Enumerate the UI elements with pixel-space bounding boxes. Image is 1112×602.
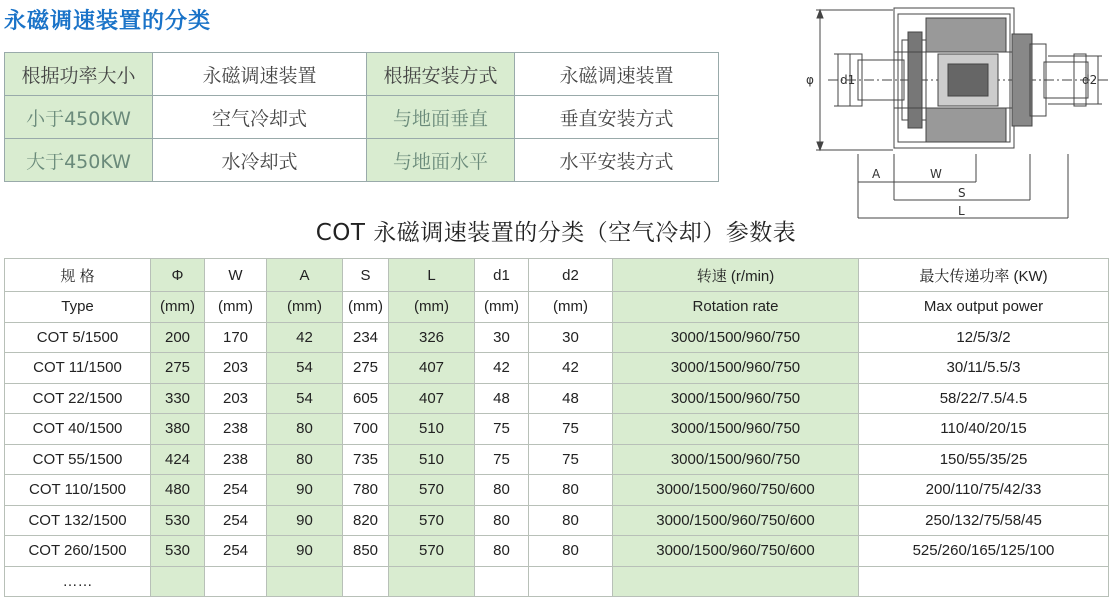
classification-cell: 水冷却式 <box>153 139 367 182</box>
table-cell: 90 <box>267 505 343 536</box>
table-cell: 735 <box>343 444 389 475</box>
table-cell: COT 22/1500 <box>5 383 151 414</box>
table-cell: 570 <box>389 536 475 567</box>
diagram-label-s: S <box>958 186 966 200</box>
table-cell: 570 <box>389 475 475 506</box>
table-cell: 90 <box>267 536 343 567</box>
table-cell: 407 <box>389 383 475 414</box>
table-cell: 80 <box>529 536 613 567</box>
table-cell: 3000/1500/960/750 <box>613 353 859 384</box>
classification-table <box>4 52 719 182</box>
header-cell: 规 格 <box>5 259 151 292</box>
table-cell: 80 <box>475 505 529 536</box>
table-cell <box>529 566 613 597</box>
table-cell: 150/55/35/25 <box>859 444 1109 475</box>
table-cell: 200/110/75/42/33 <box>859 475 1109 506</box>
table-cell: 75 <box>529 414 613 445</box>
table-cell: 3000/1500/960/750 <box>613 444 859 475</box>
table-cell: 3000/1500/960/750 <box>613 383 859 414</box>
table-cell <box>267 566 343 597</box>
parameter-table <box>4 258 1109 597</box>
table-cell: COT 110/1500 <box>5 475 151 506</box>
header-cell: d2 <box>529 259 613 292</box>
classification-cell: 空气冷却式 <box>153 96 367 139</box>
table-cell: 480 <box>151 475 205 506</box>
header-cell: Φ <box>151 259 205 292</box>
page-title: 永磁调速装置的分类 <box>4 9 212 34</box>
table-cell: 3000/1500/960/750/600 <box>613 505 859 536</box>
table-row <box>5 444 1109 475</box>
table-cell: …… <box>5 566 151 597</box>
table-cell: 90 <box>267 475 343 506</box>
table-cell: 510 <box>389 414 475 445</box>
classification-cell: 小于450KW <box>5 96 153 139</box>
header-cell: S <box>343 259 389 292</box>
table-cell: 3000/1500/960/750 <box>613 322 859 353</box>
table-cell: 12/5/3/2 <box>859 322 1109 353</box>
table-cell: COT 11/1500 <box>5 353 151 384</box>
header-cell: (mm) <box>529 292 613 323</box>
header-cell: 最大传递功率 (KW) <box>859 259 1109 292</box>
table-cell: 80 <box>529 475 613 506</box>
classification-cell: 永磁调速装置 <box>153 53 367 96</box>
table-cell: 48 <box>475 383 529 414</box>
table-cell: 275 <box>343 353 389 384</box>
header-row <box>5 259 1109 292</box>
table-cell: 780 <box>343 475 389 506</box>
table-cell <box>613 566 859 597</box>
table-cell <box>389 566 475 597</box>
table-cell: 42 <box>475 353 529 384</box>
table-cell: 254 <box>205 505 267 536</box>
table-cell: COT 5/1500 <box>5 322 151 353</box>
table-cell: 234 <box>343 322 389 353</box>
header-cell: d1 <box>475 259 529 292</box>
header-cell: W <box>205 259 267 292</box>
diagram-label-l: L <box>958 204 965 218</box>
table-cell: 80 <box>267 444 343 475</box>
table-cell: 326 <box>389 322 475 353</box>
table-cell: 238 <box>205 414 267 445</box>
table-cell: COT 40/1500 <box>5 414 151 445</box>
table-cell: 80 <box>475 536 529 567</box>
table-cell: 42 <box>267 322 343 353</box>
table-cell: 48 <box>529 383 613 414</box>
table-cell: 30 <box>529 322 613 353</box>
header-cell: Rotation rate <box>613 292 859 323</box>
table-row <box>5 414 1109 445</box>
table-cell <box>151 566 205 597</box>
table-cell: 80 <box>529 505 613 536</box>
diagram-label-d2: d2 <box>1082 73 1098 87</box>
table-row <box>5 353 1109 384</box>
table-cell: 820 <box>343 505 389 536</box>
table-cell: 75 <box>475 444 529 475</box>
diagram-label-phi: φ <box>806 73 814 87</box>
table-cell: 30/11/5.5/3 <box>859 353 1109 384</box>
classification-cell: 垂直安装方式 <box>515 96 719 139</box>
header-row <box>5 292 1109 323</box>
table-cell: COT 260/1500 <box>5 536 151 567</box>
classification-row <box>5 96 719 139</box>
table-cell: 530 <box>151 536 205 567</box>
table-cell: 238 <box>205 444 267 475</box>
table-cell: 275 <box>151 353 205 384</box>
table-cell: 3000/1500/960/750/600 <box>613 536 859 567</box>
classification-row <box>5 53 719 96</box>
table-cell: 75 <box>475 414 529 445</box>
table-cell: 203 <box>205 353 267 384</box>
header-cell: Max output power <box>859 292 1109 323</box>
table-cell: 42 <box>529 353 613 384</box>
coupling-dimension-diagram <box>798 4 1110 226</box>
table-cell <box>343 566 389 597</box>
table-cell: 54 <box>267 383 343 414</box>
table-cell: 170 <box>205 322 267 353</box>
table-cell: 110/40/20/15 <box>859 414 1109 445</box>
classification-cell: 根据功率大小 <box>5 53 153 96</box>
table-cell: 530 <box>151 505 205 536</box>
table-cell: 850 <box>343 536 389 567</box>
table-title: COT 永磁调速装置的分类（空气冷却）参数表 <box>315 220 797 246</box>
table-row <box>5 475 1109 506</box>
table-cell: 424 <box>151 444 205 475</box>
header-cell: L <box>389 259 475 292</box>
classification-cell: 永磁调速装置 <box>515 53 719 96</box>
header-cell: A <box>267 259 343 292</box>
table-cell: 254 <box>205 475 267 506</box>
table-row <box>5 383 1109 414</box>
diagram-label-w: W <box>930 167 942 181</box>
classification-row <box>5 139 719 182</box>
table-cell: 380 <box>151 414 205 445</box>
table-cell: 203 <box>205 383 267 414</box>
table-cell: 200 <box>151 322 205 353</box>
table-cell <box>859 566 1109 597</box>
diagram-label-d1: d1 <box>840 73 856 87</box>
header-cell: Type <box>5 292 151 323</box>
classification-cell: 与地面垂直 <box>367 96 515 139</box>
table-cell: COT 55/1500 <box>5 444 151 475</box>
table-cell: 80 <box>267 414 343 445</box>
classification-cell: 根据安装方式 <box>367 53 515 96</box>
table-row <box>5 536 1109 567</box>
header-cell: 转速 (r/min) <box>613 259 859 292</box>
header-cell: (mm) <box>343 292 389 323</box>
table-cell: 75 <box>529 444 613 475</box>
classification-cell: 水平安装方式 <box>515 139 719 182</box>
header-cell: (mm) <box>475 292 529 323</box>
table-row <box>5 505 1109 536</box>
header-cell: (mm) <box>267 292 343 323</box>
table-cell: 510 <box>389 444 475 475</box>
diagram-label-a: A <box>872 167 881 181</box>
table-cell: 330 <box>151 383 205 414</box>
table-cell: 605 <box>343 383 389 414</box>
table-cell: 250/132/75/58/45 <box>859 505 1109 536</box>
table-cell <box>475 566 529 597</box>
table-cell: 407 <box>389 353 475 384</box>
table-cell: 54 <box>267 353 343 384</box>
table-row <box>5 566 1109 597</box>
table-cell: 58/22/7.5/4.5 <box>859 383 1109 414</box>
table-cell: 254 <box>205 536 267 567</box>
table-row <box>5 322 1109 353</box>
table-cell: 3000/1500/960/750 <box>613 414 859 445</box>
table-cell: 3000/1500/960/750/600 <box>613 475 859 506</box>
header-cell: (mm) <box>389 292 475 323</box>
table-cell: 525/260/165/125/100 <box>859 536 1109 567</box>
table-cell: 570 <box>389 505 475 536</box>
classification-cell: 大于450KW <box>5 139 153 182</box>
table-cell <box>205 566 267 597</box>
table-cell: 80 <box>475 475 529 506</box>
table-cell: 700 <box>343 414 389 445</box>
table-cell: 30 <box>475 322 529 353</box>
table-cell: COT 132/1500 <box>5 505 151 536</box>
classification-cell: 与地面水平 <box>367 139 515 182</box>
header-cell: (mm) <box>151 292 205 323</box>
header-cell: (mm) <box>205 292 267 323</box>
